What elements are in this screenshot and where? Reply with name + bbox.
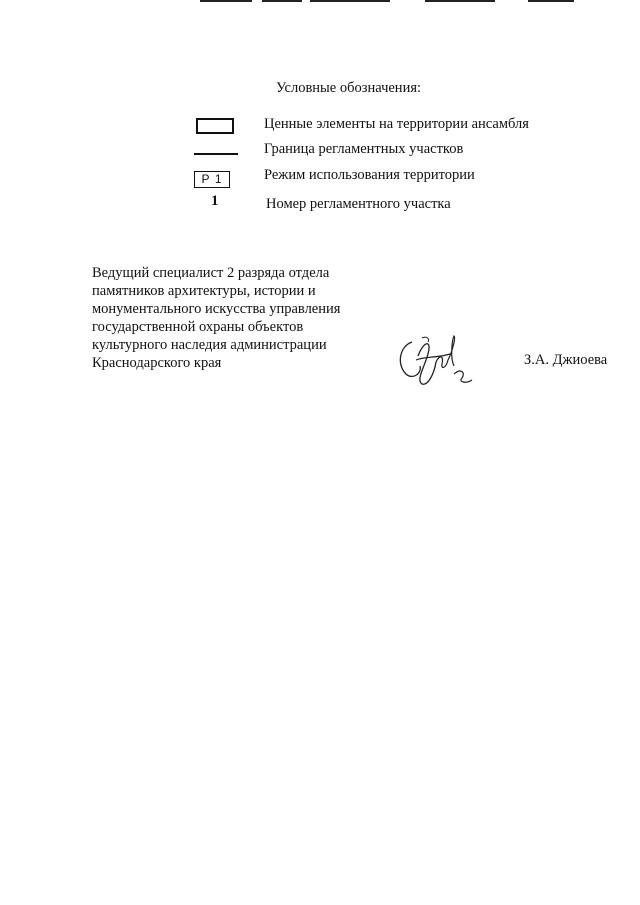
signer-position-line: культурного наследия администрации (92, 337, 327, 353)
signer-position-line: Ведущий специалист 2 разряда отдела (92, 265, 330, 281)
boundary-line-symbol (194, 153, 238, 155)
signer-position-line: памятников архитектуры, истории и (92, 283, 316, 299)
scan-artifact-line (262, 0, 302, 2)
scan-artifact-line (425, 0, 495, 2)
signer-position-line: монументального искусства управления (92, 301, 341, 317)
regime-symbol: Р 1 (194, 171, 230, 188)
scan-artifact-line (528, 0, 574, 2)
scan-artifact-line (200, 0, 252, 2)
scan-artifact-line (310, 0, 390, 2)
legend-label-boundary: Граница регламентных участков (264, 141, 464, 157)
valuable-elements-symbol (196, 118, 234, 134)
legend-label-valuable-elements: Ценные элементы на территории ансамбля (264, 116, 529, 132)
signer-position-line: государственной охраны объектов (92, 319, 304, 335)
signer-position-line: Краснодарского края (92, 355, 222, 371)
signer-name: З.А. Джиоева (524, 352, 608, 368)
handwritten-signature (392, 334, 476, 388)
legend-label-plot-number: Номер регламентного участка (266, 196, 451, 212)
legend-label-regime: Режим использования территории (264, 167, 475, 183)
signer-position (92, 264, 340, 372)
plot-number-symbol: 1 (211, 193, 219, 209)
legend-title: Условные обозначения: (276, 80, 422, 96)
